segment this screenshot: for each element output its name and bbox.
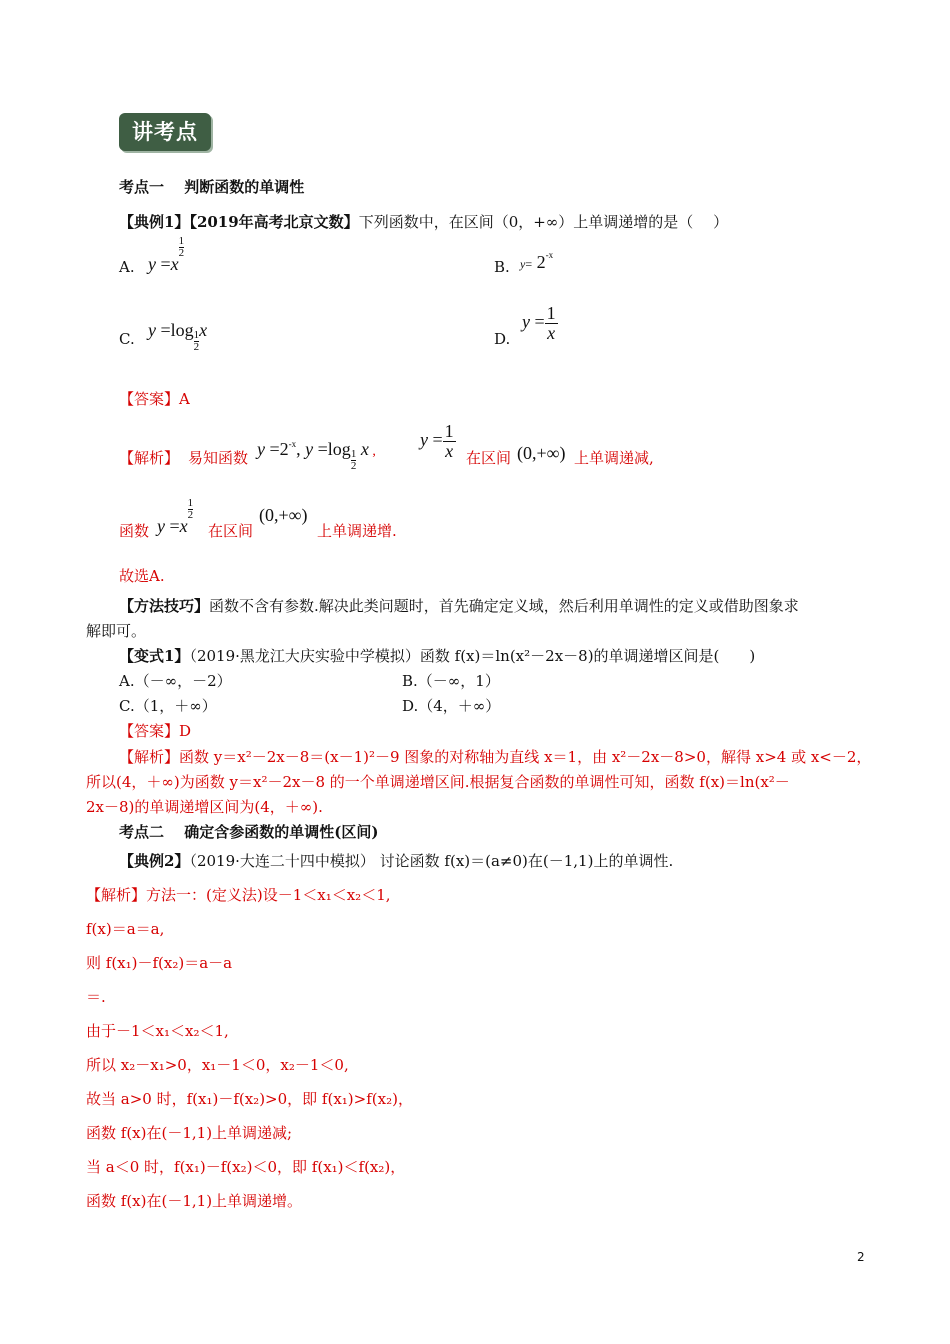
var1-option-b: B.（－∞，1） [402,672,500,690]
var1-option-d: D.（4，＋∞） [402,697,501,715]
ex1-analysis-text-1: 易知函数 [188,449,249,467]
ex1-analysis-text-5: 在区间 [208,522,254,540]
var1-analysis-line-1: 【解析】函数 y＝x²－2x－8＝(x－1)²－9 图象的对称轴为直线 x＝1，由 x²－2x－8>0，解得 x>4 或 x<－2， [119,748,872,766]
ex2-analysis-line: 由于－1＜x₁＜x₂＜1, [86,1022,229,1040]
var1-option-c: C.（1，＋∞） [119,697,217,715]
ex1-option-d-formula: y = $\frac{1}{x}$ [522,303,556,343]
var1-tag: 【变式1】 [119,647,190,665]
ex1-source: 【2019年高考北京文数】 [189,213,359,231]
var1-option-a: A.（－∞，－2） [119,672,232,690]
ex1-analysis-formula-2: y = $\frac{1}{x}$ [420,421,454,461]
ex1-option-b-formula: $y= 2^{-x}$ [520,250,554,272]
ex1-analysis-formula-1: $y =2^{-x}$, y =log $\frac{1}{2}$ x , [257,439,376,472]
ex1-question-text: 下列函数中，在区间（0，+∞）上单调递增的是（ ） [358,213,729,231]
ex1-option-c-label: C. [119,330,135,348]
ex2-analysis-line: ＝. [86,988,106,1006]
ex1-tag: 【典例1】 [119,213,190,231]
kp1-title: 考点一 判断函数的单调性 [119,178,305,196]
method-tip-line-1 [119,595,799,616]
ex1-analysis-tag: 【解析】 [119,449,180,467]
ex1-answer: 【答案】A [119,390,190,408]
ex2-analysis-line: 所以 x₂－x₁>0，x₁－1＜0，x₂－1＜0, [86,1056,349,1074]
kp2-title: 考点二 确定含参函数的单调性(区间) [119,823,379,841]
ex2-analysis-line: 函数 f(x)在(－1,1)上单调递增。 [86,1192,303,1210]
page-number: 2 [857,1250,865,1264]
ex1-interval-1: (0,+∞) [517,443,566,463]
ex1-question [119,211,728,232]
ex2-analysis-line: 【解析】方法一：(定义法)设－1＜x₁＜x₂＜1, [86,886,391,904]
ex1-option-b-label: B. [494,258,510,276]
section-badge: 讲考点 [119,113,211,151]
ex1-option-c-formula: y =log $\frac{1}{2}$ x [148,320,208,353]
var1-question-text: （2019·黑龙江大庆实验中学模拟）函数 f(x)＝ln(x²－2x－8)的单调递增区间是( ) [189,647,756,665]
ex1-option-a-label: A. [119,258,135,276]
ex1-conclusion: 故选A. [119,567,165,585]
ex2-analysis-line: 故当 a>0 时，f(x₁)－f(x₂)>0，即 f(x₁)>f(x₂)， [86,1090,413,1108]
var1-analysis-line-3: 2x－8)的单调递增区间为(4，＋∞). [86,798,323,816]
ex1-option-d-label: D. [494,330,511,348]
ex1-analysis-text-6: 上单调递增. [317,522,397,540]
method-tip-tag: 【方法技巧】 [119,597,210,615]
var1-answer: 【答案】D [119,722,192,740]
ex2-tag: 【典例2】 [119,852,190,870]
ex2-analysis-line: 则 f(x₁)－f(x₂)＝a－a [86,954,233,972]
ex2-analysis-line: f(x)＝a＝a, [86,920,165,938]
var1-question [119,645,755,666]
ex2-analysis-line: 当 a＜0 时，f(x₁)－f(x₂)＜0，即 f(x₁)＜f(x₂)， [86,1158,406,1176]
ex2-question [119,850,673,871]
ex1-analysis-text-4: 函数 [119,522,150,540]
ex2-analysis-line: 函数 f(x)在(－1,1)上单调递减; [86,1124,293,1142]
ex1-option-a-formula: y =x $\frac{1}{2}$ [148,235,185,274]
var1-analysis-line-2: 所以(4，＋∞)为函数 y＝x²－2x－8 的一个单调递增区间.根据复合函数的单调性可知，函数 f(x)＝ln(x²－ [86,773,790,791]
method-tip-text: 函数不含有参数.解决此类问题时，首先确定定义域，然后利用单调性的定义或借助图象求 [209,597,799,615]
ex1-analysis-text-2: 在区间 [466,449,512,467]
ex2-question-text: （2019·大连二十四中模拟） 讨论函数 f(x)＝(a≠0)在(－1,1)上的单调性. [189,852,674,870]
ex1-analysis-formula-3: y =x $\frac{1}{2}$ [157,497,194,536]
method-tip-line-2: 解即可。 [86,622,147,640]
ex1-interval-2: (0,+∞) [259,505,308,525]
ex1-analysis-text-3: 上单调递减, [574,449,654,467]
